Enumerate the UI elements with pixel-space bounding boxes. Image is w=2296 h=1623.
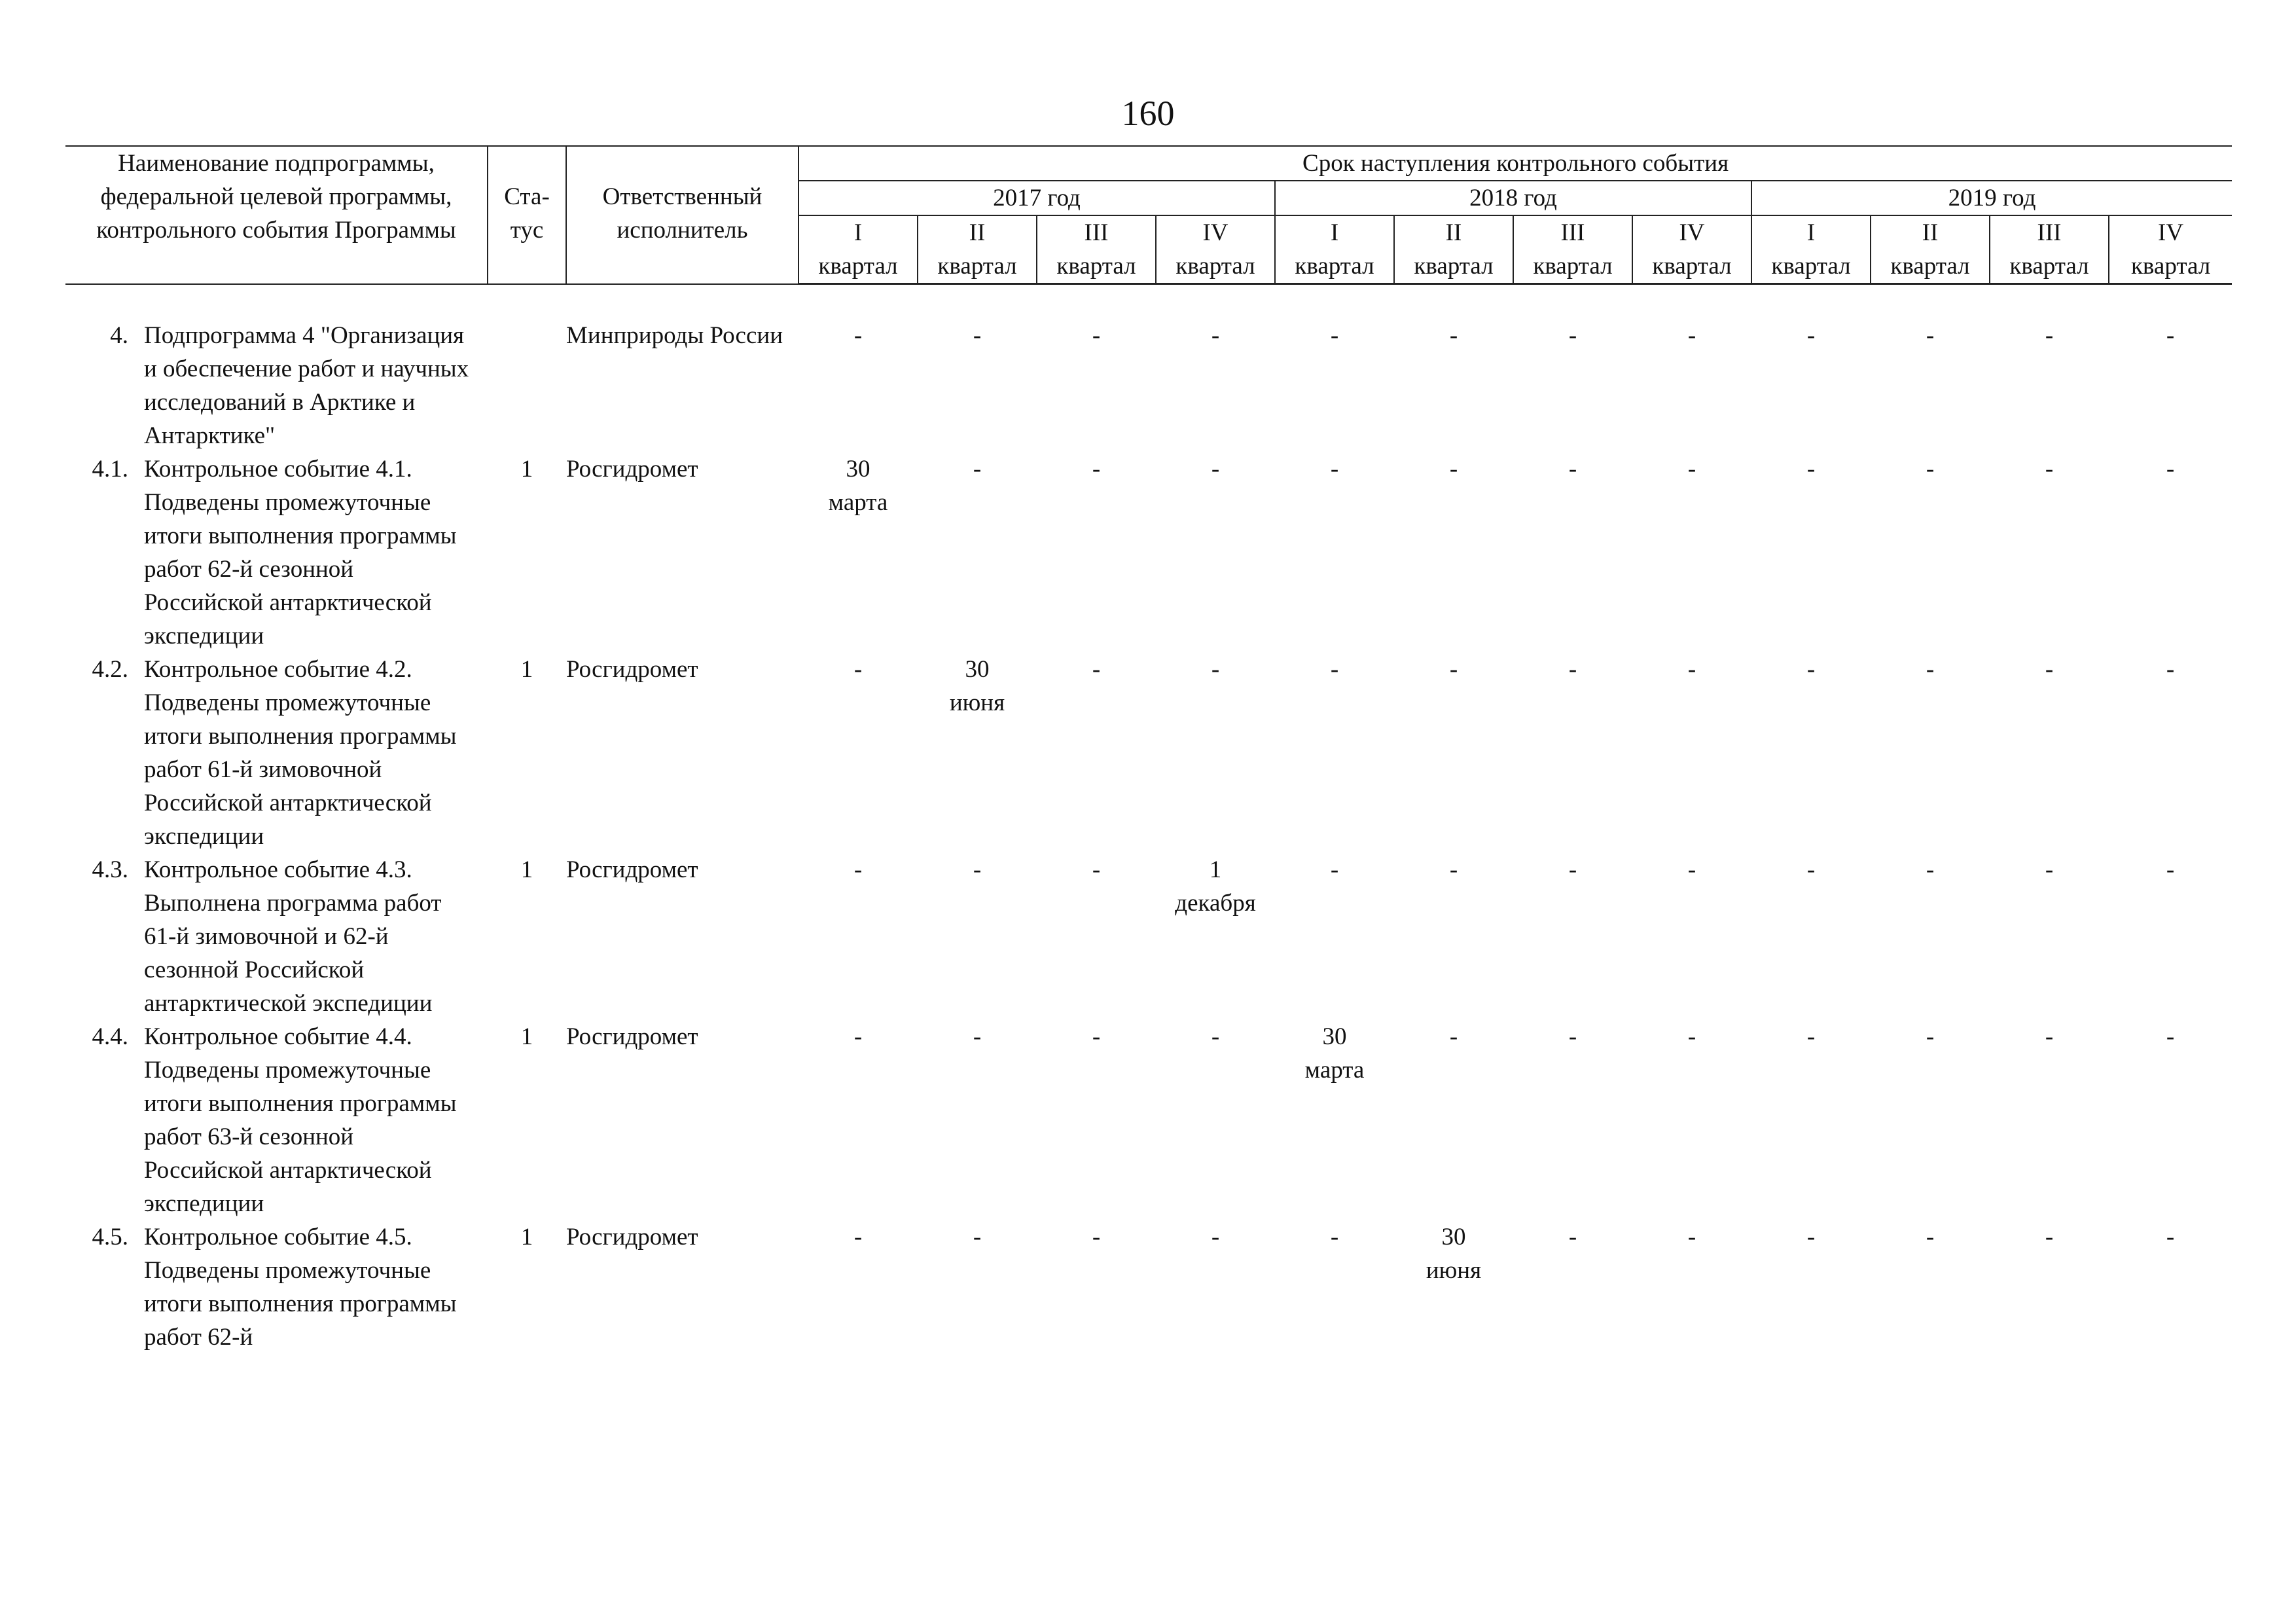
quarter-cell: - (1806, 456, 1816, 483)
header-quarter-label: квартал (1513, 249, 1632, 284)
row-executor: Росгидромет (566, 1224, 698, 1250)
quarter-cell: - (1330, 456, 1339, 483)
header-quarter-numeral: IV (1156, 215, 1275, 249)
table-row (65, 853, 2232, 1020)
header-quarter-numeral: II (1871, 215, 1990, 249)
header-quarter-numeral: IV (1632, 215, 1751, 249)
row-executor: Росгидромет (566, 656, 698, 683)
quarter-cell: - (2045, 856, 2054, 883)
header-quarter-label: квартал (1990, 249, 2109, 284)
quarter-cell: - (1687, 322, 1696, 349)
header-year-2018: 2018 год (1275, 181, 1751, 215)
quarter-cell: - (853, 1224, 863, 1250)
quarter-cell: - (1687, 1224, 1696, 1250)
header-year-2019: 2019 год (1751, 181, 2232, 215)
quarter-cell: - (1926, 656, 1935, 683)
quarter-cell: - (1092, 1023, 1101, 1050)
quarter-cell: - (1092, 322, 1101, 349)
quarter-cell: - (1806, 322, 1816, 349)
quarter-cell: - (853, 322, 863, 349)
row-number: 4. (110, 322, 128, 349)
header-quarter-label: квартал (1275, 249, 1394, 284)
quarter-cell: - (2045, 1224, 2054, 1250)
table-row (65, 653, 2232, 853)
header-quarter-numeral: III (1513, 215, 1632, 249)
quarter-cell: - (973, 456, 982, 483)
row-number: 4.5. (92, 1224, 128, 1250)
quarter-cell: - (1806, 656, 1816, 683)
row-status: 1 (520, 456, 533, 483)
quarter-cell: - (1330, 322, 1339, 349)
quarter-cell: - (2045, 456, 2054, 483)
row-name: Контрольное событие 4.5. Подведены промежуточные итоги выполнения программы работ 62-й (144, 1224, 457, 1351)
quarter-cell: - (1687, 656, 1696, 683)
row-executor: Росгидромет (566, 456, 698, 483)
quarter-cell: - (853, 1023, 863, 1050)
header-quarter-numeral: I (1751, 215, 1871, 249)
quarter-cell: - (1568, 456, 1577, 483)
quarter-cell: - (1449, 856, 1458, 883)
quarter-cell: - (2045, 656, 2054, 683)
quarter-cell: - (2166, 456, 2175, 483)
page-number: 160 (1121, 94, 1175, 133)
quarter-cell: - (1092, 456, 1101, 483)
row-name: Контрольное событие 4.2. Подведены промежуточные итоги выполнения программы работ 61-й зимовочной Российской антарктической экспедиции (144, 656, 457, 850)
quarter-cell: - (973, 1224, 982, 1250)
row-number: 4.3. (92, 856, 128, 883)
quarter-cell: - (1687, 856, 1696, 883)
row-status: 1 (520, 856, 533, 883)
row-name: Контрольное событие 4.4. Подведены промежуточные итоги выполнения программы работ 63-й сезонной Российской антарктической экспедиции (144, 1023, 457, 1217)
quarter-cell: - (1568, 856, 1577, 883)
quarter-cell: - (1806, 856, 1816, 883)
quarter-cell: - (1330, 656, 1339, 683)
header-quarter-numeral: III (1037, 215, 1156, 249)
row-executor: Росгидромет (566, 856, 698, 883)
quarter-cell: - (1568, 1224, 1577, 1250)
quarter-cell: - (1806, 1224, 1816, 1250)
quarter-cell: - (1926, 322, 1935, 349)
quarter-cell: - (2166, 656, 2175, 683)
row-number: 4.4. (92, 1023, 128, 1050)
row-name: Подпрограмма 4 "Организация и обеспечение работ и научных исследований в Арктике и Антарктике" (144, 322, 469, 449)
header-status-column: Ста- тус (488, 146, 566, 284)
quarter-cell: - (853, 856, 863, 883)
header-executor-column: Ответственный исполнитель (566, 146, 798, 284)
quarter-cell: - (1806, 1023, 1816, 1050)
quarter-cell: - (1211, 456, 1220, 483)
table-row (65, 1020, 2232, 1220)
quarter-cell: 30 июня (1426, 1224, 1482, 1284)
header-quarter-numeral: I (798, 215, 918, 249)
header-quarter-numeral: II (918, 215, 1037, 249)
quarter-cell: - (1926, 1023, 1935, 1050)
header-quarter-numeral: IV (2109, 215, 2232, 249)
quarter-cell: - (853, 656, 863, 683)
quarter-cell: - (1687, 456, 1696, 483)
quarter-cell: - (973, 1023, 982, 1050)
row-name: Контрольное событие 4.3. Выполнена программа работ 61-й зимовочной и 62-й сезонной Российской антарктической экспедиции (144, 856, 442, 1017)
quarter-cell: - (973, 856, 982, 883)
quarter-cell: - (1092, 856, 1101, 883)
quarter-cell: - (1568, 322, 1577, 349)
row-number: 4.1. (92, 456, 128, 483)
row-name: Контрольное событие 4.1. Подведены промежуточные итоги выполнения программы работ 62-й сезонной Российской антарктической экспедиции (144, 456, 457, 649)
row-status: 1 (520, 656, 533, 683)
quarter-cell: - (1330, 1224, 1339, 1250)
quarter-cell: - (1211, 1023, 1220, 1050)
header-quarter-label: квартал (1871, 249, 1990, 284)
quarter-cell: - (1568, 1023, 1577, 1050)
table-row (65, 1220, 2232, 1354)
quarter-cell: - (1211, 322, 1220, 349)
quarter-cell: - (1449, 456, 1458, 483)
header-deadline: Срок наступления контрольного события (798, 146, 2232, 181)
header-quarter-numeral: I (1275, 215, 1394, 249)
header-quarter-label: квартал (918, 249, 1037, 284)
quarter-cell: - (1568, 656, 1577, 683)
quarter-cell: - (973, 322, 982, 349)
quarter-cell: - (1926, 456, 1935, 483)
header-quarter-numeral: III (1990, 215, 2109, 249)
quarter-cell: - (1449, 656, 1458, 683)
header-quarter-label: квартал (2109, 249, 2232, 284)
header-quarter-label: квартал (1037, 249, 1156, 284)
quarter-cell: - (1449, 1023, 1458, 1050)
row-executor: Минприроды России (566, 322, 783, 349)
quarter-cell: 30 марта (1304, 1023, 1365, 1084)
quarter-cell: - (1330, 856, 1339, 883)
quarter-cell: - (1687, 1023, 1696, 1050)
header-quarter-numeral: II (1394, 215, 1513, 249)
header-quarter-label: квартал (1394, 249, 1513, 284)
header-quarter-label: квартал (1751, 249, 1871, 284)
quarter-cell: - (2166, 1224, 2175, 1250)
quarter-cell: - (2045, 322, 2054, 349)
quarter-cell: 1 декабря (1175, 856, 1256, 917)
quarter-cell: - (1926, 1224, 1935, 1250)
row-executor: Росгидромет (566, 1023, 698, 1050)
quarter-cell: - (2045, 1023, 2054, 1050)
row-status: 1 (520, 1023, 533, 1050)
quarter-cell: - (2166, 322, 2175, 349)
quarter-cell: 30 июня (949, 656, 1005, 716)
row-status: 1 (520, 1224, 533, 1250)
header-quarter-label: квартал (1632, 249, 1751, 284)
table-row (65, 319, 2232, 452)
table-row (65, 452, 2232, 653)
quarter-cell: - (1449, 322, 1458, 349)
row-status (488, 319, 566, 452)
quarter-cell: - (1092, 1224, 1101, 1250)
header-name-column: Наименование подпрограммы, федеральной целевой программы, контрольного события Программы (65, 146, 488, 284)
quarter-cell: - (2166, 856, 2175, 883)
header-year-2017: 2017 год (798, 181, 1275, 215)
quarter-cell: 30 марта (828, 456, 888, 516)
header-quarter-label: квартал (798, 249, 918, 284)
control-events-table (65, 145, 2232, 1354)
quarter-cell: - (1211, 1224, 1220, 1250)
quarter-cell: - (1092, 656, 1101, 683)
quarter-cell: - (1211, 656, 1220, 683)
header-quarter-label: квартал (1156, 249, 1275, 284)
quarter-cell: - (1926, 856, 1935, 883)
quarter-cell: - (2166, 1023, 2175, 1050)
row-number: 4.2. (92, 656, 128, 683)
